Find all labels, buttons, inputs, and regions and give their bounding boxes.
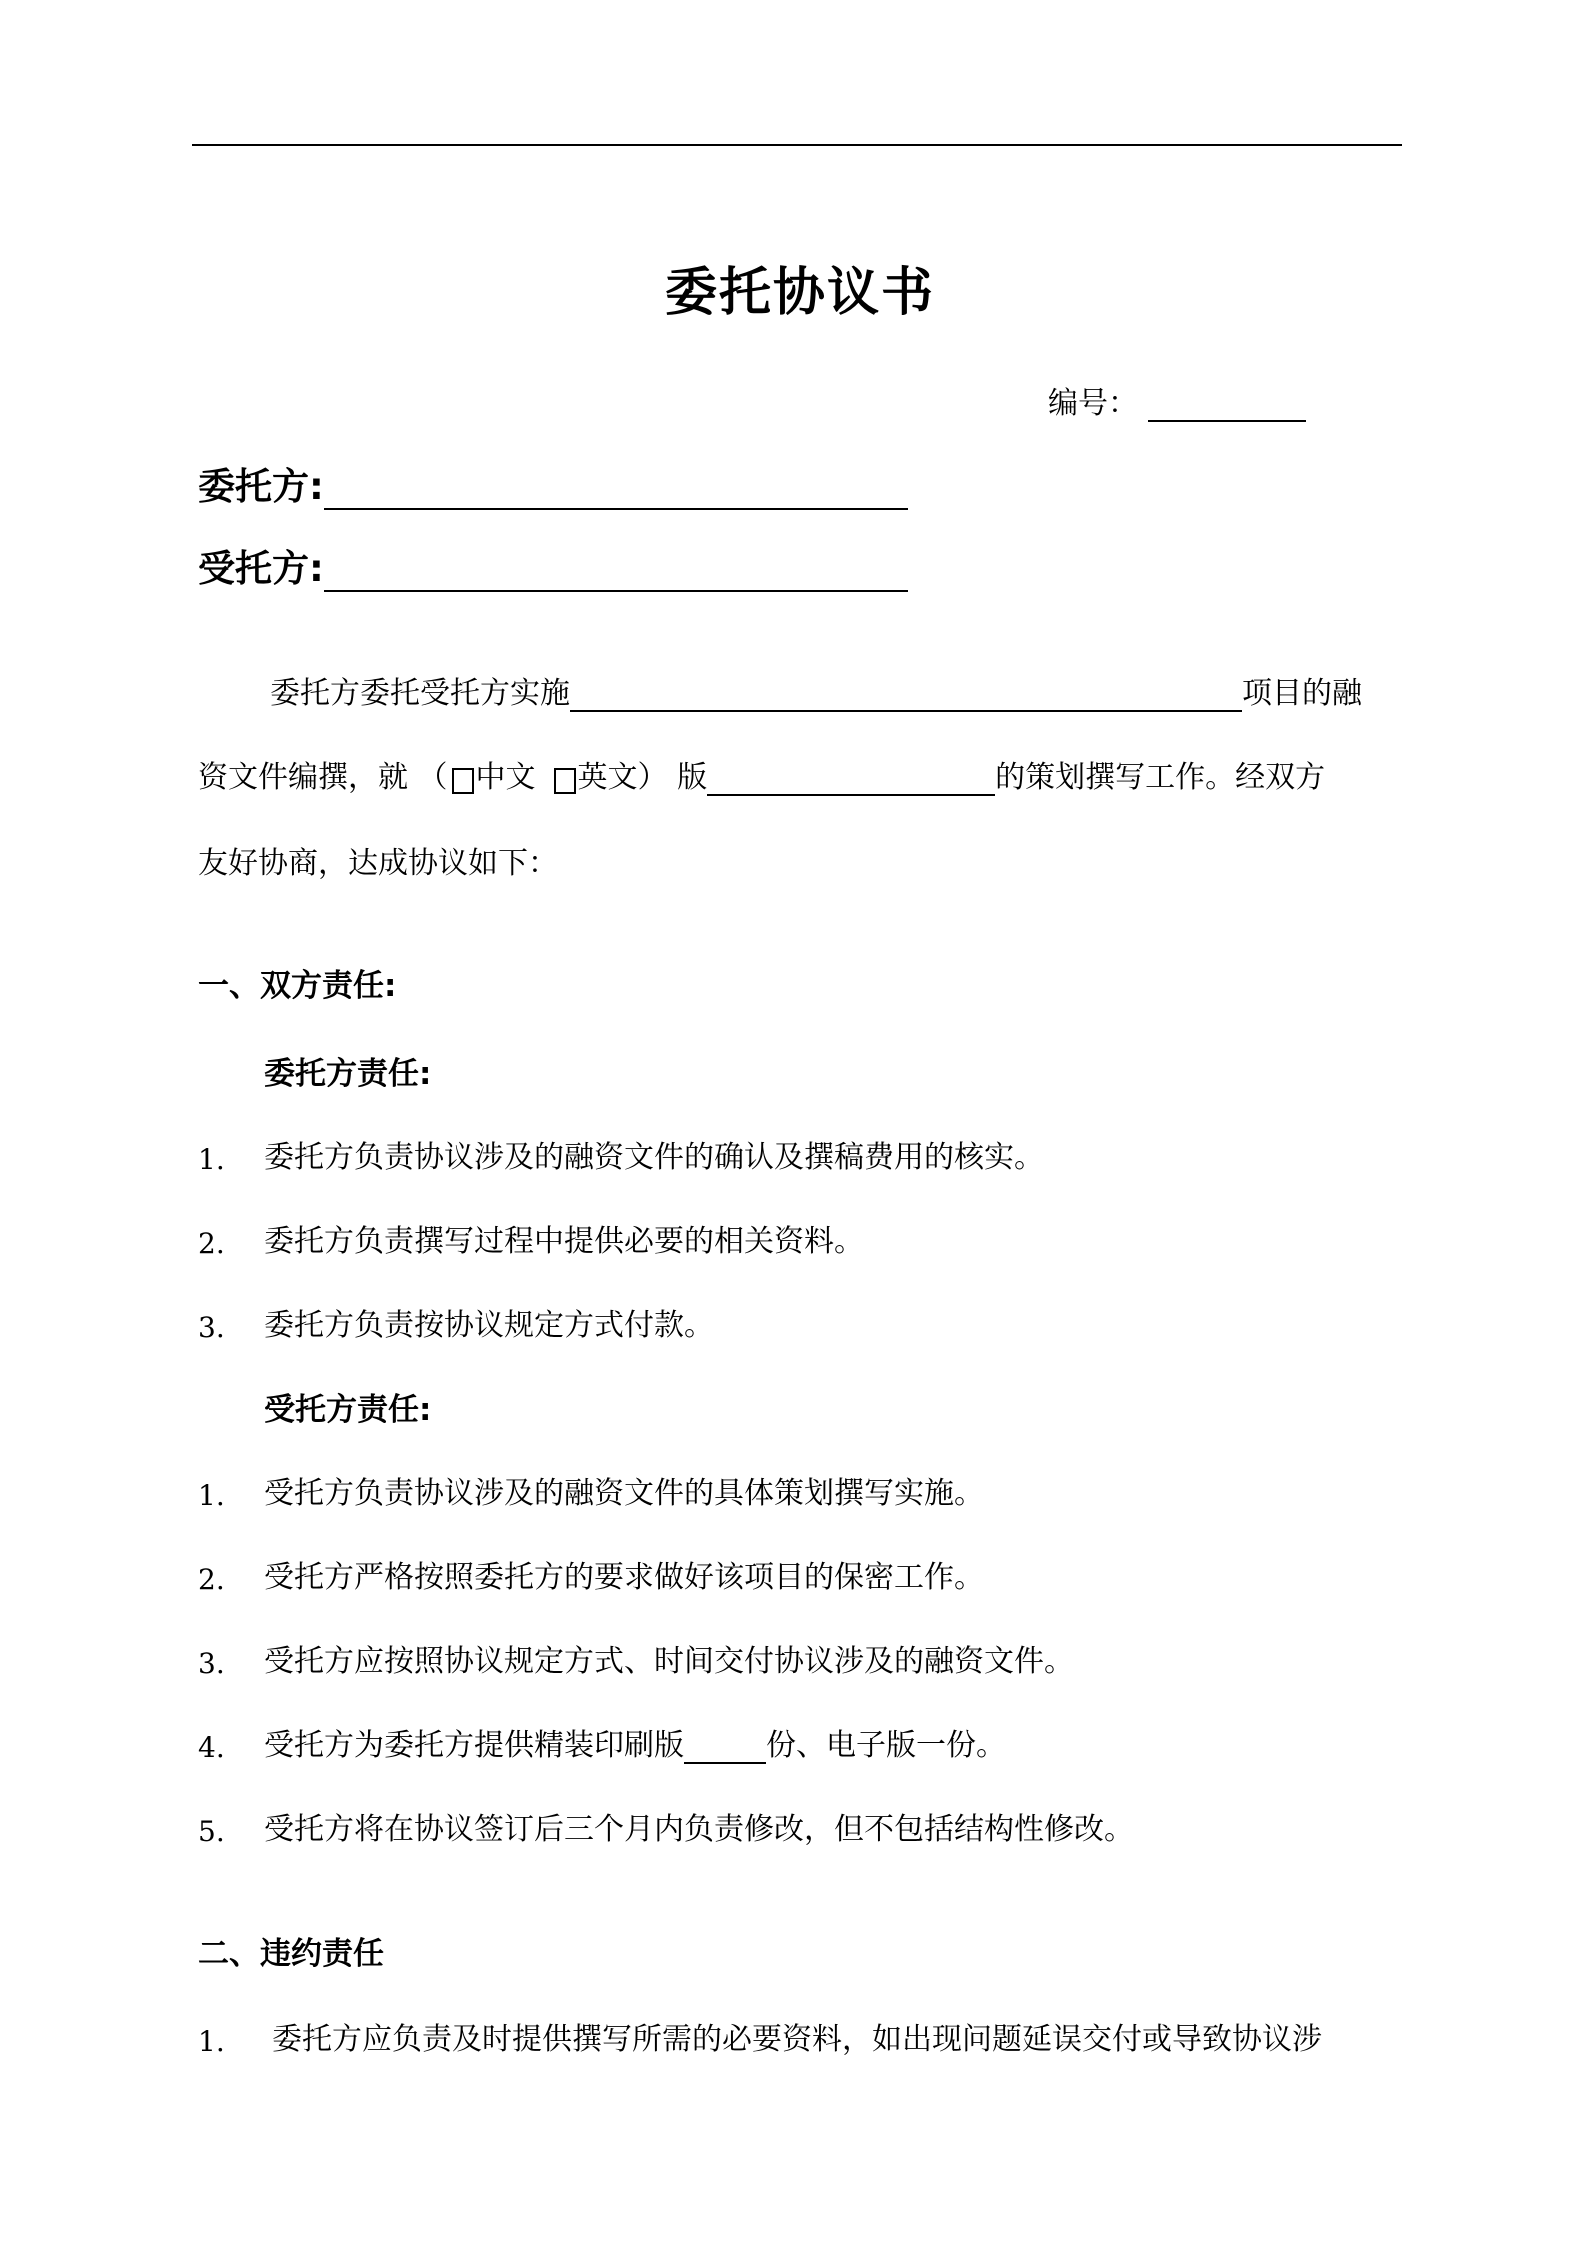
list-item	[198, 1636, 1074, 1680]
english-option-label: 英文	[577, 760, 638, 795]
agent-party-label: 受托方:	[198, 547, 324, 590]
intro-line2-tail: 的策划撰写工作。经双方	[995, 760, 1326, 795]
list-item	[198, 1132, 1044, 1176]
list-item	[198, 1552, 984, 1596]
list-item	[198, 1300, 714, 1344]
document-title: 委托协议书	[664, 263, 935, 323]
section-1-heading: 一、双方责任:	[198, 968, 397, 1004]
list-item-number: 1.	[198, 1143, 225, 1176]
intro-line-3: 友好协商，达成协议如下：	[198, 846, 558, 881]
list-item	[198, 2014, 1322, 2058]
chinese-option-label: 中文	[475, 760, 536, 795]
list-item	[198, 1468, 984, 1512]
list-item-text: 受托方将在协议签订后三个月内负责修改，但不包括结构性修改。	[264, 1812, 1134, 1847]
english-version-checkbox[interactable]	[554, 768, 576, 794]
list-item-text: 受托方负责协议涉及的融资文件的具体策划撰写实施。	[264, 1476, 984, 1511]
list-item-text: 受托方严格按照委托方的要求做好该项目的保密工作。	[264, 1560, 984, 1595]
list-item-text: 委托方负责撰写过程中提供必要的相关资料。	[264, 1224, 864, 1259]
list-item-number: 5.	[198, 1815, 225, 1848]
version-blank[interactable]	[707, 762, 995, 796]
intro-line1-tail: 项目的融	[1242, 676, 1362, 711]
intro-line1-text: 委托方委托受托方实施	[270, 676, 570, 711]
header-rule	[192, 144, 1402, 146]
list-item-number: 3.	[198, 1647, 225, 1680]
list-item	[198, 1216, 864, 1260]
list-item-text: 委托方负责协议涉及的融资文件的确认及撰稿费用的核实。	[264, 1140, 1044, 1175]
section-2-heading: 二、违约责任	[198, 1936, 384, 1972]
document-number	[1048, 378, 1306, 422]
intro-line-1	[270, 668, 1362, 712]
list-item-text-tail: 份、电子版一份。	[766, 1728, 1006, 1763]
list-item-number: 4.	[198, 1731, 225, 1764]
list-item-text: 受托方应按照协议规定方式、时间交付协议涉及的融资文件。	[264, 1644, 1074, 1679]
list-item-number: 1.	[198, 1479, 225, 1512]
list-item-number: 1.	[198, 2025, 225, 2058]
list-item	[198, 1720, 1006, 1764]
client-party-line	[198, 456, 908, 510]
print-copies-blank[interactable]	[684, 1730, 766, 1764]
document-number-blank[interactable]	[1148, 388, 1306, 422]
client-party-label: 委托方:	[198, 465, 324, 508]
agent-duties-heading: 受托方责任:	[264, 1392, 432, 1428]
list-item	[198, 1804, 1134, 1848]
document-number-label: 编号：	[1048, 386, 1138, 421]
list-item-text: 受托方为委托方提供精装印刷版	[264, 1728, 684, 1763]
intro-line2-mid: ） 版	[637, 760, 708, 795]
client-party-blank[interactable]	[324, 466, 908, 510]
list-item-number: 3.	[198, 1311, 225, 1344]
intro-line2-text: 资文件编撰，就 （	[198, 760, 448, 795]
chinese-version-checkbox[interactable]	[452, 768, 474, 794]
client-duties-heading: 委托方责任:	[264, 1056, 432, 1092]
list-item-text: 委托方负责按协议规定方式付款。	[264, 1308, 714, 1343]
list-item-number: 2.	[198, 1563, 225, 1596]
project-name-blank[interactable]	[570, 678, 1242, 712]
intro-line-2	[198, 752, 1325, 796]
agent-party-line	[198, 538, 908, 592]
list-item-text: 委托方应负责及时提供撰写所需的必要资料，如出现问题延误交付或导致协议涉	[272, 2022, 1322, 2057]
list-item-number: 2.	[198, 1227, 225, 1260]
agent-party-blank[interactable]	[324, 548, 908, 592]
